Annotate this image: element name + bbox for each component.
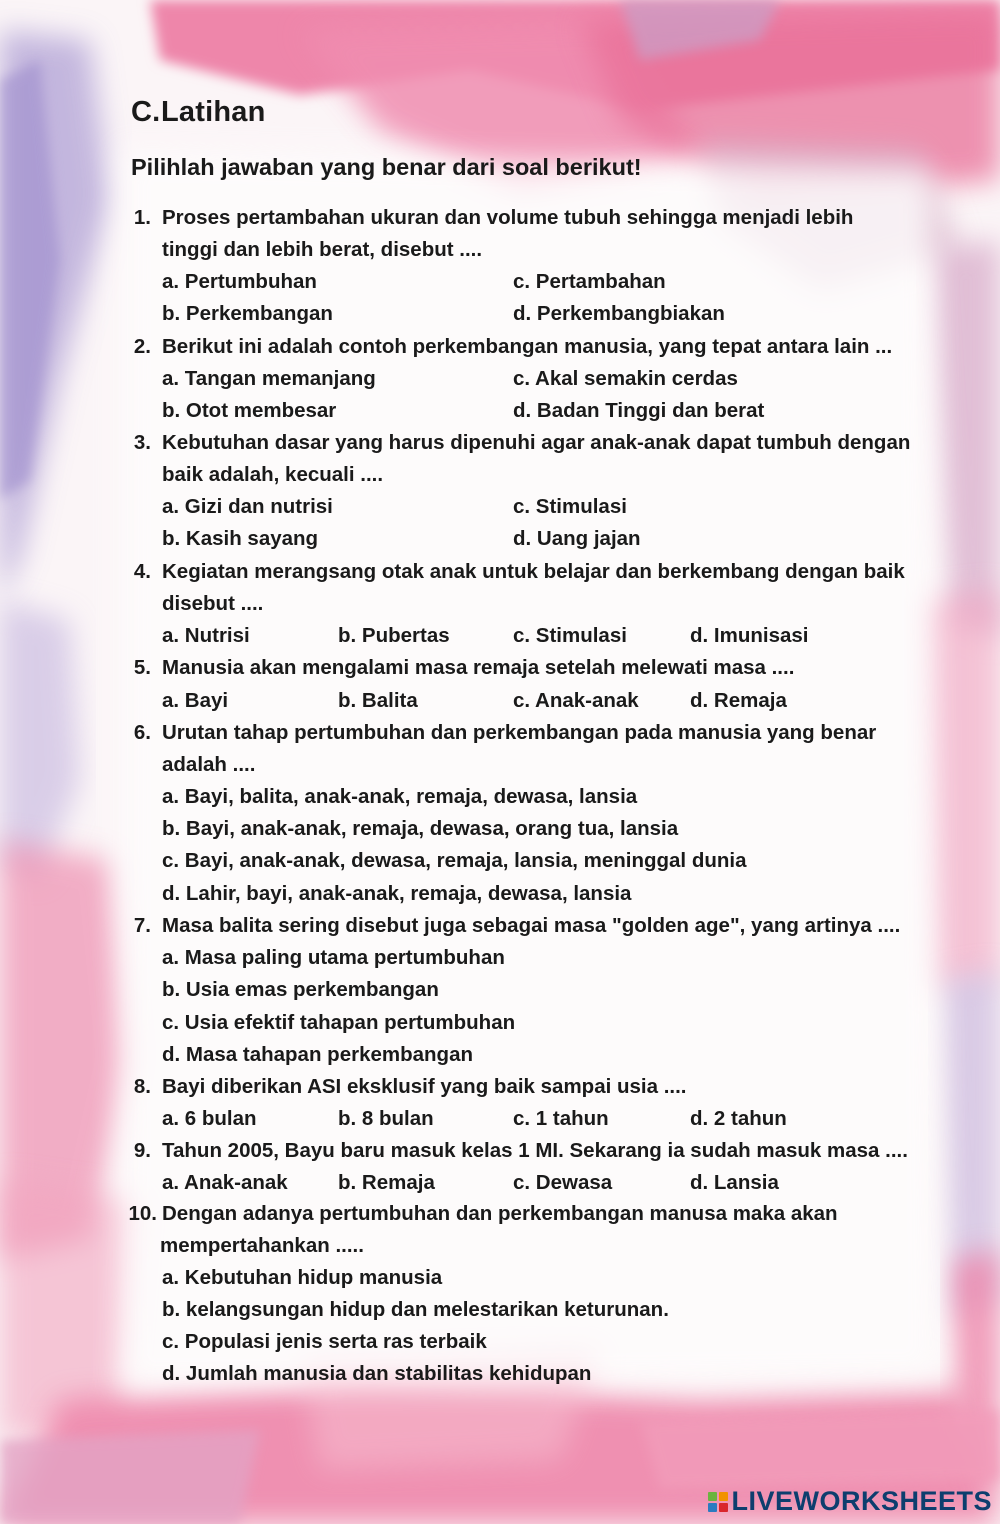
option-d[interactable]: d. Remaja	[690, 689, 787, 712]
question-text: disebut ....	[162, 592, 264, 615]
question-text: Berikut ini adalah contoh perkembangan manusia, yang tepat antara lain ...	[162, 335, 893, 358]
option-a[interactable]: a. Bayi	[162, 689, 229, 712]
liveworksheets-brand-text: LIVEWORKSHEETS	[731, 1486, 992, 1516]
option-a[interactable]: a. Gizi dan nutrisi	[162, 495, 333, 518]
option-d[interactable]: d. Badan Tinggi dan berat	[513, 399, 765, 422]
question-text: Kegiatan merangsang otak anak untuk belajar dan berkembang dengan baik	[162, 560, 905, 583]
question-number: 6.	[133, 721, 151, 744]
question-text: Proses pertambahan ukuran dan volume tubuh sehingga menjadi lebih	[162, 206, 854, 229]
option-b[interactable]: b. 8 bulan	[338, 1107, 434, 1130]
question-text: adalah ....	[162, 753, 256, 776]
option-c[interactable]: c. Stimulasi	[513, 624, 627, 647]
option-c[interactable]: c. Usia efektif tahapan pertumbuhan	[162, 1011, 516, 1034]
section-letter: C.	[131, 96, 161, 128]
option-a[interactable]: a. 6 bulan	[162, 1107, 257, 1130]
option-c[interactable]: c. 1 tahun	[513, 1107, 609, 1130]
option-d[interactable]: d. 2 tahun	[690, 1107, 787, 1130]
question-text: Kebutuhan dasar yang harus dipenuhi agar anak-anak dapat tumbuh dengan	[162, 431, 911, 454]
option-d[interactable]: d. Jumlah manusia dan stabilitas kehidupan	[162, 1362, 592, 1385]
question-number: 8.	[133, 1075, 151, 1098]
question-number: 7.	[133, 914, 151, 937]
option-c[interactable]: c. Stimulasi	[513, 495, 627, 518]
question-number: 9.	[133, 1139, 151, 1162]
option-a[interactable]: a. Pertumbuhan	[162, 270, 317, 293]
question-text: Masa balita sering disebut juga sebagai masa "golden age", yang artinya ....	[162, 914, 901, 937]
question-number: 5.	[133, 656, 151, 679]
option-c[interactable]: c. Populasi jenis serta ras terbaik	[162, 1330, 487, 1353]
option-a[interactable]: a. Anak-anak	[162, 1171, 288, 1194]
question-text: mempertahankan .....	[160, 1234, 364, 1257]
option-a[interactable]: a. Kebutuhan hidup manusia	[162, 1266, 443, 1289]
option-b[interactable]: b. Remaja	[338, 1171, 435, 1194]
option-b[interactable]: b. Perkembangan	[162, 302, 333, 325]
question-text: Dengan adanya pertumbuhan dan perkembangan manusa maka akan	[162, 1202, 838, 1225]
option-b[interactable]: b. Bayi, anak-anak, remaja, dewasa, orang tua, lansia	[162, 817, 679, 840]
option-a[interactable]: a. Nutrisi	[162, 624, 250, 647]
question-text: tinggi dan lebih berat, disebut ....	[162, 238, 483, 261]
liveworksheets-logo-icon	[708, 1492, 728, 1512]
section-heading	[131, 96, 266, 129]
question-text: Bayi diberikan ASI eksklusif yang baik sampai usia ....	[162, 1075, 687, 1098]
option-d[interactable]: d. Imunisasi	[690, 624, 809, 647]
question-number: 4.	[133, 560, 151, 583]
option-c[interactable]: c. Bayi, anak-anak, dewasa, remaja, lansia, meninggal dunia	[162, 849, 747, 872]
section-title: Latihan	[161, 96, 266, 128]
option-b[interactable]: b. Pubertas	[338, 624, 450, 647]
question-text: Tahun 2005, Bayu baru masuk kelas 1 MI. Sekarang ia sudah masuk masa ....	[162, 1139, 908, 1162]
question-text: Manusia akan mengalami masa remaja setelah melewati masa ....	[162, 656, 795, 679]
option-c[interactable]: c. Dewasa	[513, 1171, 613, 1194]
question-number: 3.	[133, 431, 151, 454]
question-number: 10.	[128, 1202, 157, 1225]
option-d[interactable]: d. Lahir, bayi, anak-anak, remaja, dewasa, lansia	[162, 882, 632, 905]
option-a[interactable]: a. Tangan memanjang	[162, 367, 376, 390]
option-c[interactable]: c. Anak-anak	[513, 689, 639, 712]
option-d[interactable]: d. Uang jajan	[513, 527, 641, 550]
option-b[interactable]: b. Usia emas perkembangan	[162, 978, 439, 1001]
question-text: Urutan tahap pertumbuhan dan perkembangan pada manusia yang benar	[162, 721, 877, 744]
option-b[interactable]: b. Kasih sayang	[162, 527, 319, 550]
option-c[interactable]: c. Akal semakin cerdas	[513, 367, 738, 390]
option-b[interactable]: b. Otot membesar	[162, 399, 337, 422]
instruction-text: Pilihlah jawaban yang benar dari soal berikut!	[131, 154, 642, 180]
option-a[interactable]: a. Bayi, balita, anak-anak, remaja, dewasa, lansia	[162, 785, 638, 808]
question-text: baik adalah, kecuali ....	[162, 463, 384, 486]
option-d[interactable]: d. Lansia	[690, 1171, 779, 1194]
option-d[interactable]: d. Perkembangbiakan	[513, 302, 725, 325]
option-b[interactable]: b. kelangsungan hidup dan melestarikan keturunan.	[162, 1298, 669, 1321]
option-a[interactable]: a. Masa paling utama pertumbuhan	[162, 946, 505, 969]
question-number: 2.	[133, 335, 151, 358]
option-d[interactable]: d. Masa tahapan perkembangan	[162, 1043, 474, 1066]
option-b[interactable]: b. Balita	[338, 689, 418, 712]
option-c[interactable]: c. Pertambahan	[513, 270, 666, 293]
question-number: 1.	[133, 206, 151, 229]
liveworksheets-logo[interactable]	[708, 1486, 992, 1517]
